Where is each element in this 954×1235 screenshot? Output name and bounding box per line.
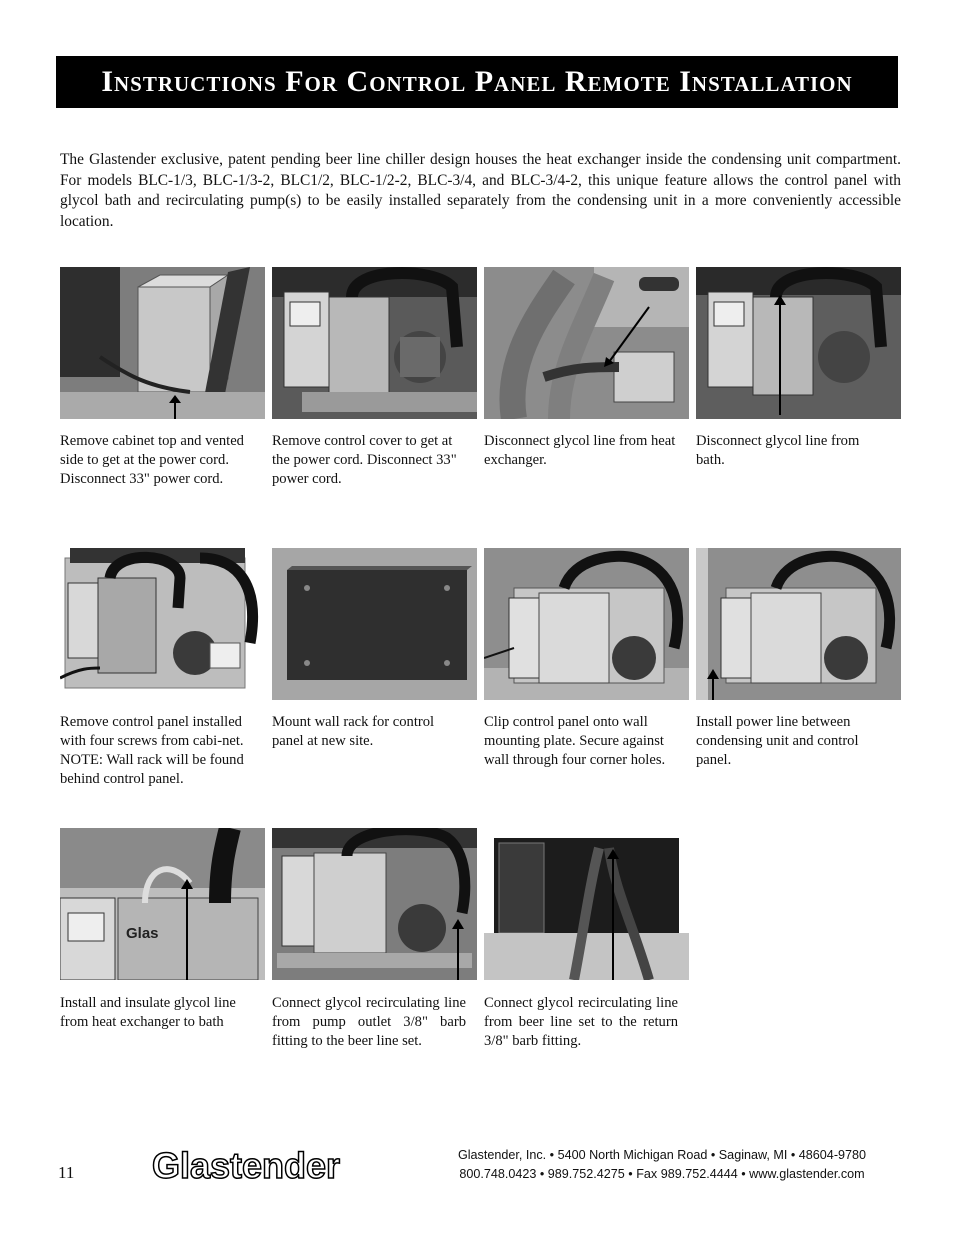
step-9-caption: Install and insulate glycol line from heat exchanger to bath (60, 995, 236, 1030)
step-4-photo (696, 267, 901, 419)
step-1-photo (60, 267, 265, 419)
step-2-caption: Remove control cover to get at the power cord. Disconnect 33" power cord. (272, 433, 457, 487)
contact-line-phone: 800.748.0423 • 989.752.4275 • Fax 989.752.4444 • www.glastender.com (459, 1167, 865, 1181)
step-8-caption: Install power line between condensing unit and control panel. (696, 714, 859, 768)
footer-contact (400, 1146, 924, 1184)
step-3-photo (484, 267, 689, 419)
step-10-caption: Connect glycol recirculating line from pump outlet 3/8" barb fitting to the beer line set. (272, 995, 466, 1049)
logo-outline-text: Glastender (152, 1145, 341, 1186)
step-7-caption: Clip control panel onto wall mounting plate. Secure against wall through four corner holes. (484, 714, 666, 768)
glastender-logo (150, 1140, 380, 1190)
step-1-caption: Remove cabinet top and vented side to get at the power cord. Disconnect 33" power cord. (60, 433, 244, 487)
step-8-photo (696, 548, 901, 700)
step-5-caption: Remove control panel installed with four screws from cabi-net. NOTE: Wall rack will be found behind control panel. (60, 714, 244, 787)
page-number: 11 (58, 1163, 75, 1182)
step-6-photo (272, 548, 477, 700)
title-banner (56, 56, 898, 108)
step-6-caption: Mount wall rack for control panel at new site. (272, 714, 435, 749)
step-10-photo (272, 828, 477, 980)
page-title: Instructions For Control Panel Remote Installation (101, 65, 853, 98)
step-7-photo (484, 548, 689, 700)
intro-paragraph: The Glastender exclusive, patent pending beer line chiller design houses the heat exchanger inside the condensing unit compartment. For models BLC-1/3, BLC-1/3-2, BLC1/2, BLC-1/2-2, BLC-3/4, and BLC-3/4-2, this unique feature allows the control panel with glycol bath and recirculating pump(s) to be easily installed separately from the condensing unit in a more conveniently accessible location. (60, 151, 901, 230)
step-11-caption: Connect glycol recirculating line from beer line set to the return 3/8" barb fitting. (484, 995, 678, 1049)
step-4-caption: Disconnect glycol line from bath. (696, 433, 860, 468)
svg-text:Glas: Glas (126, 925, 159, 942)
step-5-photo (60, 548, 265, 700)
step-9-photo (60, 828, 265, 980)
step-11-photo (484, 828, 689, 980)
step-2-photo (272, 267, 477, 419)
contact-line-address: Glastender, Inc. • 5400 North Michigan Road • Saginaw, MI • 48604-9780 (457, 1148, 867, 1162)
step-3-caption: Disconnect glycol line from heat exchanger. (484, 433, 676, 468)
